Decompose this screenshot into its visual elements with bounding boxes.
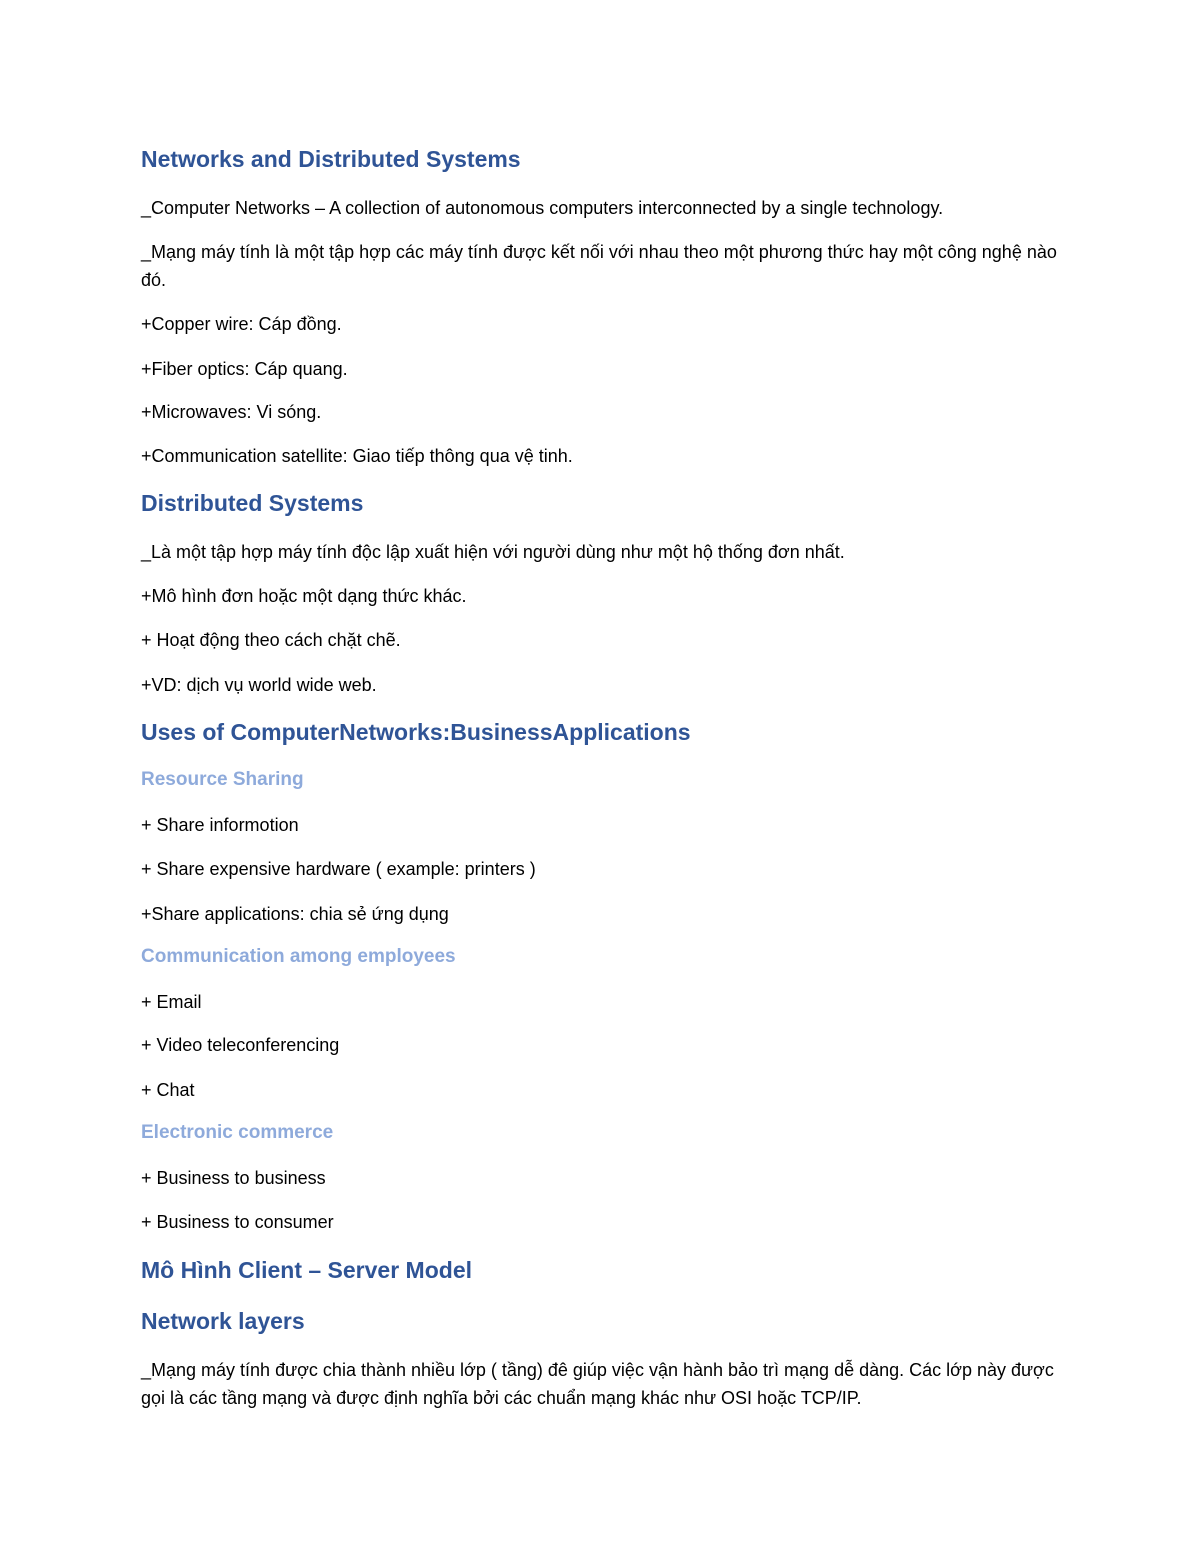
list-item-business-to-consumer: + Business to consumer — [141, 1212, 334, 1232]
subheading-resource-sharing: Resource Sharing — [141, 769, 304, 790]
list-item-microwaves: +Microwaves: Vi sóng. — [141, 402, 322, 422]
list-item-email: + Email — [141, 992, 202, 1012]
list-item-copper-wire: +Copper wire: Cáp đồng. — [141, 314, 342, 334]
list-item-communication-satellite: +Communication satellite: Giao tiếp thông qua vệ tinh. — [141, 446, 573, 466]
list-item-business-to-business: + Business to business — [141, 1168, 326, 1188]
paragraph-mang-may-tinh-definition: _Mạng máy tính là một tập hợp các máy tính được kết nối với nhau theo một phương thức hay một công nghệ nào đó. — [141, 242, 1057, 290]
list-item-share-hardware: + Share expensive hardware ( example: printers ) — [141, 859, 536, 879]
list-item-chat: + Chat — [141, 1080, 195, 1100]
paragraph-distributed-systems-definition: _Là một tập hợp máy tính độc lập xuất hiện với người dùng như một hộ thống đơn nhất. — [141, 542, 845, 562]
list-item-hoat-dong: + Hoạt động theo cách chặt chẽ. — [141, 630, 401, 650]
list-item-mo-hinh-don: +Mô hình đơn hoặc một dạng thức khác. — [141, 586, 467, 606]
paragraph-network-layers-definition: _Mạng máy tính được chia thành nhiều lớp ( tầng) đê giúp việc vận hành bảo trì mạng dễ dàng. Các lớp này được gọi là các tầng mạng và được định nghĩa bởi các chuẩn mạng khác như OSI hoặc TCP/IP. — [141, 1360, 1054, 1408]
heading-client-server-model: Mô Hình Client – Server Model — [141, 1257, 472, 1283]
list-item-video-teleconferencing: + Video teleconferencing — [141, 1035, 340, 1055]
heading-networks-distributed-systems: Networks and Distributed Systems — [141, 146, 521, 172]
heading-distributed-systems: Distributed Systems — [141, 490, 364, 516]
list-item-fiber-optics: +Fiber optics: Cáp quang. — [141, 359, 348, 379]
list-item-share-applications: +Share applications: chia sẻ ứng dụng — [141, 904, 449, 924]
subheading-electronic-commerce: Electronic commerce — [141, 1122, 334, 1143]
heading-uses-of-computer-networks: Uses of ComputerNetworks:BusinessApplications — [141, 719, 691, 745]
list-item-share-information: + Share informotion — [141, 815, 299, 835]
paragraph-computer-networks-definition: _Computer Networks – A collection of autonomous computers interconnected by a single technology. — [141, 198, 944, 218]
heading-network-layers: Network layers — [141, 1308, 305, 1334]
list-item-vd-world-wide-web: +VD: dịch vụ world wide web. — [141, 675, 377, 695]
subheading-communication-among-employees: Communication among employees — [141, 946, 456, 967]
